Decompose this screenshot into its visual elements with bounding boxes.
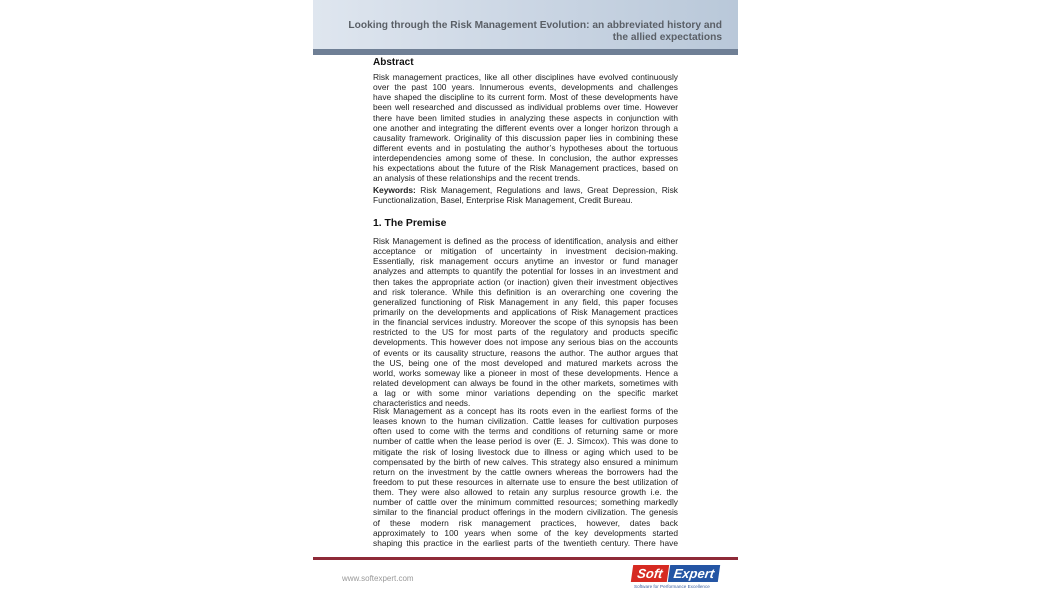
text-line-content: have shaped the discipline to its current form. Most of these developments have [373,92,678,103]
text-line [373,153,678,163]
text-line-content: analyzes and attempts to quantify the potential for losses in an investment and [373,266,678,277]
text-line-content: of these modern risk management practices, however, dates back [373,517,678,528]
footer-rule [313,557,738,560]
text-line [373,143,678,153]
keywords [373,185,678,205]
document-title [348,20,722,43]
text-line-content: primarily on the developments and applications of Risk Management practices [373,306,678,317]
text-line-content: and risk tolerance. While this definition is an overarching one covering the [373,286,678,297]
text-line [373,277,678,287]
text-line-content: Essentially, risk management occurs anytime an investor or fund manager [373,256,678,267]
text-line [373,246,678,256]
text-line-content: acceptance or mitigation of uncertainty in investment decision-making. [373,246,678,257]
text-line [373,133,678,143]
footer-url: www.softexpert.com [342,574,414,583]
text-line [373,173,678,183]
keywords-label: Keywords: [373,185,416,195]
text-line-content: his expectations about the future of the Risk Management practices, based on [373,163,678,174]
text-line [373,457,678,467]
header-divider [313,49,738,55]
text-line [373,236,678,246]
text-line-content: similar to the financial product offerings in the modern civilization. The genesis [373,507,678,518]
text-line-content: number of cattle over the minimum committed resources; something markedly [373,497,678,508]
text-line-content: mitigate the risk of losing livestock due to illness or aging which used to be [373,446,678,457]
page-header-banner [313,0,738,50]
text-line [373,538,678,548]
text-line [373,266,678,276]
text-line-content: generalized functioning of Risk Management in any field, this paper focuses [373,296,678,307]
text-line-content: restricted to the US for most parts of the regulatory and products specific [373,327,678,338]
text-line-content: return on the investment by the cattle owners whereas the borrowers had the [373,466,678,477]
text-line-content: often used to come with the terms and conditions of returning same or more [373,426,678,437]
logo-soft: Soft [631,565,669,582]
text-line [373,406,678,416]
text-line [373,447,678,457]
text-line-content: an analysis of these relationships and the recent trends. [373,173,581,184]
text-line-content: leases known to the human civilization. Cattle leases for cultivation purposes [373,416,678,427]
text-line-content: freedom to put these resources in alternate use to ensure the best utilization of [373,476,678,487]
text-line [373,287,678,297]
keywords-text: Functionalization, Basel, Enterprise Risk Management, Credit Bureau. [373,195,633,206]
text-line [373,388,678,398]
text-line [373,528,678,538]
text-line-content: them. They were also allowed to retain any surplus resource growth i.e. the [373,487,678,498]
text-line [373,348,678,358]
text-line [373,113,678,123]
text-line [373,416,678,426]
premise-paragraph-2 [373,406,678,548]
text-line [373,92,678,102]
text-line [373,368,678,378]
text-line [373,123,678,133]
text-line [373,297,678,307]
text-line-content: then takes the appropriate action (or inaction) given their investment objectives [373,276,678,287]
text-line-content: causality framework. Originality of this discussion paper lies in combining these [373,132,678,143]
text-line [373,337,678,347]
text-line [373,436,678,446]
text-line [373,72,678,82]
text-line [373,497,678,507]
document-page [313,0,738,600]
text-line-content: in the financial services industry. Moreover the scope of this synopsis has been [373,317,678,328]
text-line [373,467,678,477]
text-line [373,426,678,436]
text-line-content: characteristics and needs. [373,398,471,409]
text-line [373,358,678,368]
text-line [373,507,678,517]
text-line-content: interdependencies among some of these. In conclusion, the author expresses [373,153,678,164]
text-line [373,163,678,173]
title-line: the allied expectations [612,31,722,43]
text-line-content: there have been limited studies in analyzing these aspects in conjunction with [373,112,678,123]
logo-tagline: Software for Performance Excellence [634,584,710,589]
text-line-content: related development can always be found in the other markets, sometimes with [373,377,678,388]
text-line-content: one another and integrating the different events over a longer horizon through a [373,122,678,133]
text-line [373,82,678,92]
text-line-content: of events or its causality structure, reasons the author. The author argues that [373,347,678,358]
section-heading: 1. The Premise [373,218,447,229]
text-line-content: Risk Management is defined as the process of identification, analysis and either [373,236,678,246]
softexpert-logo [632,565,722,593]
text-line [373,317,678,327]
text-line-content: world, works someway like a pioneer in most of these developments. Hence a [373,367,678,378]
text-line [373,256,678,266]
text-line-content: Risk management practices, like all other disciplines have evolved continuously [373,72,678,82]
text-line-content: compensated by the birth of new calves. This strategy also ensured a minimum [373,456,678,467]
abstract-text [373,72,678,184]
title-line: Looking through the Risk Management Evolution: an abbreviated history and [348,20,722,31]
text-line [373,327,678,337]
premise-paragraph-1 [373,236,678,408]
text-line-content: different events and in postulating the author’s hypotheses about the tortuous [373,142,678,153]
keywords-text: Risk Management, Regulations and laws, Great Depression, Risk [420,185,678,195]
text-line-content: number of cattle when the lease period is over (E. J. Simcox). This was done to [373,436,678,447]
text-line-content: developments. This however does not impose any serious bias on the accounts [373,337,678,348]
text-line [373,477,678,487]
text-line-content: a lag or with some minor variations depending on the specific market [373,388,678,399]
text-line [373,378,678,388]
text-line-content: shaping this practice in the earliest parts of the twentieth century. There have [373,537,678,548]
logo-expert: Expert [668,565,720,582]
text-line [373,518,678,528]
text-line [373,102,678,112]
text-line-content: over the past 100 years. Innumerous events, developments and challenges [373,82,678,93]
text-line [373,307,678,317]
text-line [373,487,678,497]
abstract-heading: Abstract [373,57,414,68]
text-line-content: the US, being one of the most developed and matured markets across the [373,357,678,368]
text-line-content: approximately to 100 years when some of the key developments started [373,527,678,538]
text-line-content: been well researched and discussed as individual problems over time. However [373,102,678,113]
text-line-content: Risk Management as a concept has its roots even in the earliest forms of the [373,406,678,416]
